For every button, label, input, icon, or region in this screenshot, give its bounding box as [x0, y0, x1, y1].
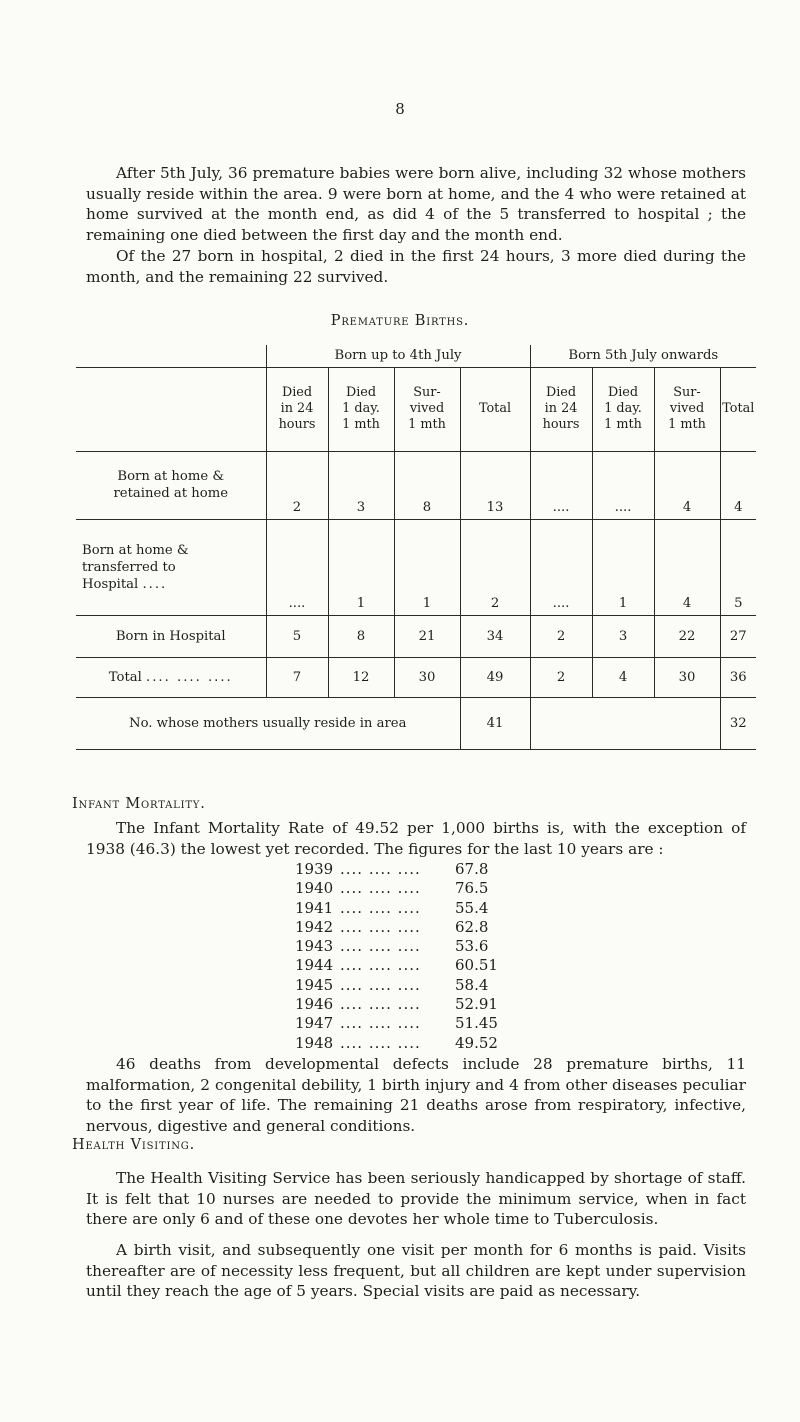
cell: 13 [460, 451, 530, 519]
col-died-1-day-1-mth: Died 1 day. 1 mth [328, 367, 394, 451]
cell: 32 [720, 697, 756, 749]
cell: .... [530, 451, 592, 519]
cell: 30 [654, 657, 720, 697]
cell: 4 [592, 657, 654, 697]
premature-births-table [76, 345, 756, 750]
header-blank [76, 367, 266, 451]
row-label-usual-residence: No. whose mothers usually reside in area [76, 697, 460, 749]
deaths-paragraph: 46 deaths from developmental defects include 28 premature births, 11 malformation, 2 congenital debility, 1 birth injury and 4 from other diseases peculiar to the first year of life. The remaining 21 deaths arose from respiratory, infective, nervous, digestive and general conditions. [86, 1055, 746, 1135]
col-died-1-day-1-mth-2: Died 1 day. 1 mth [592, 367, 654, 451]
column-header-row [76, 367, 756, 451]
health-visiting-paragraph-1: The Health Visiting Service has been seriously handicapped by shortage of staff. It is felt that 10 nurses are needed to provide the minimum service, when in fact there are only 6 and of these one devotes her whole time to Tuberculosis. [86, 1169, 746, 1228]
cell: 1 [328, 519, 394, 615]
cell: .... [592, 451, 654, 519]
cell: 8 [394, 451, 460, 519]
premature-births-heading: Premature Births. [330, 313, 470, 329]
table-row [76, 657, 756, 697]
health-visiting-paragraph-2: A birth visit, and subsequently one visit per month for 6 months is paid. Visits thereafter are of necessity less frequent, but all children are kept under supervision until they reach the age of 5 years. Special visits are paid as necessary. [86, 1241, 746, 1300]
cell: 36 [720, 657, 756, 697]
col-survived-1-mth: Sur- vived 1 mth [394, 367, 460, 451]
cell: 5 [720, 519, 756, 615]
mortality-rate-list [295, 860, 515, 1053]
cell: 3 [328, 451, 394, 519]
cell: 7 [266, 657, 328, 697]
cell: 4 [720, 451, 756, 519]
cell: 2 [530, 615, 592, 657]
list-item: 1939 .... .... .... 67.8 [295, 860, 489, 878]
blank-cell [530, 697, 720, 749]
cell: 49 [460, 657, 530, 697]
list-item: 1944 .... .... .... 60.51 [295, 956, 498, 975]
group-born-up-to-4th-july: Born up to 4th July [266, 345, 530, 367]
cell: 22 [654, 615, 720, 657]
list-item: 1947 .... .... .... 51.45 [295, 1014, 498, 1033]
list-item: 1940 .... .... .... 76.5 [295, 879, 489, 898]
cell: 12 [328, 657, 394, 697]
page-number: 8 [395, 100, 405, 118]
list-item: 1945 .... .... .... 58.4 [295, 975, 489, 994]
cell: 4 [654, 451, 720, 519]
cell: .... [266, 519, 328, 615]
list-item: 1948 .... .... .... 49.52 [295, 1033, 498, 1052]
table-row-usual-residence [76, 697, 756, 749]
health-visiting-heading: Health Visiting. [72, 1137, 195, 1153]
group-born-5th-july-onwards: Born 5th July onwards [530, 345, 756, 367]
list-item: 1943 .... .... .... 53.6 [295, 937, 489, 956]
row-label-home-transferred: Born at home & transferred to Hospital .... [76, 519, 266, 615]
cell: 2 [266, 451, 328, 519]
list-item: 1946 .... .... .... 52.91 [295, 995, 498, 1014]
cell: 8 [328, 615, 394, 657]
intro-paragraph-2: Of the 27 born in hospital, 2 died in the first 24 hours, 3 more died during the month, and the remaining 22 survived. [86, 247, 746, 286]
col-died-24-hours: Died in 24 hours [266, 367, 328, 451]
cell: 4 [654, 519, 720, 615]
corner-cell [76, 345, 266, 367]
col-died-24-hours-2: Died in 24 hours [530, 367, 592, 451]
cell: 3 [592, 615, 654, 657]
cell: 27 [720, 615, 756, 657]
col-survived-1-mth-2: Sur- vived 1 mth [654, 367, 720, 451]
col-total: Total [460, 367, 530, 451]
cell: 30 [394, 657, 460, 697]
table-row [76, 519, 756, 615]
table-row [76, 451, 756, 519]
table-row [76, 615, 756, 657]
cell: 1 [592, 519, 654, 615]
list-item: 1942 .... .... .... 62.8 [295, 917, 489, 936]
cell: 41 [460, 697, 530, 749]
row-label-total: Total .... .... .... [76, 657, 266, 697]
infant-mortality-heading: Infant Mortality. [72, 796, 206, 812]
infant-mortality-paragraph: The Infant Mortality Rate of 49.52 per 1,000 births is, with the exception of 1938 (46.3) the lowest yet recorded. The figures for the last 10 years are : [86, 819, 746, 858]
cell: 2 [530, 657, 592, 697]
col-total-2: Total [720, 367, 756, 451]
intro-paragraph-1: After 5th July, 36 premature babies were born alive, including 32 whose mothers usually reside within the area. 9 were born at home, and the 4 who were retained at home survived at the month end, as did 4 of the 5 transferred to hospital ; the remaining one died between the first day and the month end. [86, 164, 746, 244]
cell: 1 [394, 519, 460, 615]
cell: .... [530, 519, 592, 615]
cell: 34 [460, 615, 530, 657]
row-label-home-retained: Born at home & retained at home [76, 451, 266, 519]
row-label-hospital: Born in Hospital [76, 615, 266, 657]
cell: 2 [460, 519, 530, 615]
cell: 21 [394, 615, 460, 657]
list-item: 1941 .... .... .... 55.4 [295, 898, 489, 917]
cell: 5 [266, 615, 328, 657]
